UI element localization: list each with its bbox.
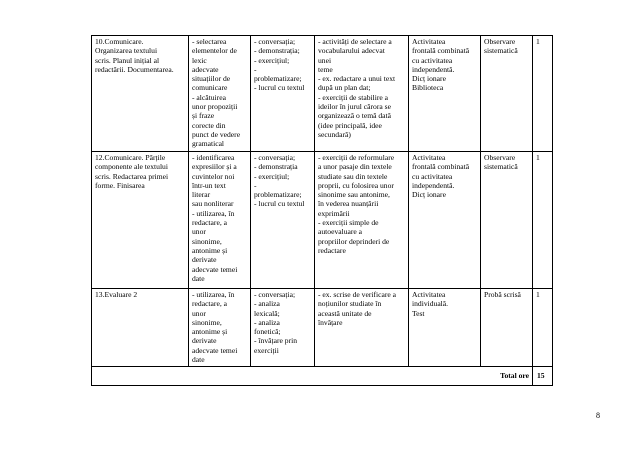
cell-line: lexicală; (254, 308, 280, 318)
cell-line: - exerciții de stabilire a (318, 92, 388, 102)
activities-cell (315, 289, 409, 367)
hours-cell: 1 (533, 152, 553, 289)
cell-line: - conversația; (254, 153, 296, 162)
cell-line: punct de vedere (192, 129, 241, 139)
cell-line: redactare, a (192, 218, 227, 228)
cell-line: sau nonliterar (192, 199, 234, 209)
cell-line: (idee principală, idee (318, 120, 382, 130)
cell-line: unor (192, 308, 206, 318)
cell-line: derivate (192, 336, 217, 346)
cell-line: problematizare; (254, 74, 302, 84)
cell-line: - ex. scrise de verificare a (318, 290, 396, 299)
cell-line: situațiilor de (192, 74, 231, 84)
cell-line: vocabularului adecvat (318, 46, 385, 56)
cell-line: redactare, a (192, 299, 227, 309)
cell-line: - identificarea (192, 153, 235, 162)
cell-line: unor (192, 227, 206, 237)
cell-line: 13.Evaluare 2 (95, 290, 138, 299)
cell-line: - utilizarea, în (192, 290, 235, 299)
methods-cell (251, 289, 315, 367)
cell-line: această unitate de (318, 308, 372, 318)
cell-line: ideilor în jurul cărora se (318, 102, 391, 112)
cell-line: exerciții (254, 345, 279, 355)
cell-line: - lucrul cu textul (254, 83, 305, 93)
cell-line: - utilizarea, în (192, 208, 235, 218)
cell-line: studiate sau din textele (318, 171, 388, 181)
hours-cell: 1 (533, 289, 553, 367)
cell-line: proprii, cu folosirea unor (318, 180, 394, 190)
evaluation-cell (481, 152, 533, 289)
cell-line: redactării. Documentarea. (95, 64, 174, 74)
cell-line: Activitatea (412, 153, 446, 162)
cell-line: 12.Comunicare. Părțile (95, 153, 166, 162)
cell-line: - activități de selectare a (318, 37, 392, 46)
cell-line: frontală combinată (412, 46, 470, 56)
cell-line: date (192, 273, 205, 283)
methods-cell (251, 36, 315, 152)
cell-line: propriilor deprinderi de (318, 236, 390, 246)
cell-line: într-un text (192, 180, 226, 190)
cell-line: scris. Planul inițial al (95, 55, 160, 65)
cell-line: a unor pasaje din textele (318, 162, 392, 172)
cell-line: - demonstrația; (254, 46, 300, 56)
cell-line: în vederea nuanțării (318, 199, 379, 209)
cell-line: Organizarea textului (95, 46, 158, 56)
activities-cell (315, 152, 409, 289)
cell-line: lexic (192, 55, 207, 65)
cell-line: - alcătuirea (192, 92, 226, 102)
organization-cell (409, 289, 481, 367)
cell-line: individuală. (412, 299, 449, 309)
cell-line: - exercițiul; (254, 171, 290, 181)
hours-cell: 1 (533, 36, 553, 152)
cell-line: Observare (484, 37, 516, 46)
cell-line: - (254, 180, 257, 190)
cell-line: fonetică; (254, 327, 281, 337)
cell-line: - analiza (254, 317, 280, 327)
cell-line: autoevaluare a (318, 227, 363, 237)
cell-line: noțiunilor studiate în (318, 299, 382, 309)
objectives-cell (189, 36, 251, 152)
cell-line: - selectarea (192, 37, 227, 46)
cell-line: și fraze (192, 111, 215, 121)
objectives-cell (189, 152, 251, 289)
cell-line: - (254, 64, 257, 74)
total-row (92, 367, 553, 386)
cell-line: - învățare prin (254, 336, 298, 346)
cell-line: sistematică (484, 162, 518, 172)
table-row (92, 152, 553, 289)
cell-line: antonime și (192, 327, 228, 337)
cell-line: - ex. redactare a unui text (318, 74, 396, 84)
cell-line: componente ale textului (95, 162, 168, 172)
cell-line: cu activitatea (412, 55, 453, 65)
cell-line: - conversația; (254, 290, 296, 299)
cell-line: frontală combinată (412, 162, 470, 172)
cell-line: sinonime, (192, 236, 222, 246)
cell-line: derivate (192, 255, 217, 265)
total-value: 15 (533, 367, 553, 386)
cell-line: expresiilor și a (192, 162, 237, 172)
cell-line: date (192, 355, 205, 365)
organization-cell (409, 36, 481, 152)
evaluation-cell (481, 36, 533, 152)
cell-line: adecvate temei (192, 345, 238, 355)
cell-line: Activitatea (412, 290, 446, 299)
cell-line: după un plan dat; (318, 83, 371, 93)
cell-line: independentă. (412, 64, 455, 74)
cell-line: exprimării (318, 208, 350, 218)
cell-line: forme. Finisarea (95, 180, 145, 190)
cell-line: teme (318, 64, 333, 74)
cell-line: sinonime sau antonime, (318, 190, 390, 200)
activities-cell (315, 36, 409, 152)
cell-line: elementelor de (192, 46, 237, 56)
cell-line: Test (412, 308, 425, 318)
cell-line: Dicț ionare (412, 190, 446, 200)
cell-line: cu activitatea (412, 171, 453, 181)
cell-line: - exercițiul; (254, 55, 290, 65)
page-number: 8 (596, 411, 600, 420)
cell-line: problematizare; (254, 190, 302, 200)
unit-cell (92, 289, 189, 367)
cell-line: adecvate (192, 64, 219, 74)
cell-line: sistematică (484, 46, 518, 56)
cell-line: Dicț ionare (412, 74, 446, 84)
cell-line: scris. Redactarea primei (95, 171, 169, 181)
objectives-cell (189, 289, 251, 367)
cell-line: - lucrul cu textul (254, 199, 305, 209)
cell-line: Observare (484, 153, 516, 162)
table-row (92, 36, 553, 152)
evaluation-cell (481, 289, 533, 367)
cell-line: independentă. (412, 180, 455, 190)
organization-cell (409, 152, 481, 289)
cell-line: Probă scrisă (484, 290, 521, 299)
methods-cell (251, 152, 315, 289)
cell-line: redactare (318, 245, 346, 255)
cell-line: gramatical (192, 139, 225, 149)
cell-line: unei (318, 55, 332, 65)
lesson-plan-table (91, 35, 553, 386)
unit-cell (92, 36, 189, 152)
cell-line: cuvintelor noi (192, 171, 235, 181)
cell-line: organizează o temă dată (318, 111, 392, 121)
cell-line: - exerciții simple de (318, 218, 379, 228)
cell-line: Biblioteca (412, 83, 444, 93)
cell-line: comunicare (192, 83, 228, 93)
cell-line: - demonstrația (254, 162, 298, 172)
cell-line: - exerciții de reformulare (318, 153, 395, 162)
cell-line: secundară) (318, 129, 351, 139)
cell-line: învățare (318, 317, 343, 327)
cell-line: sinonime, (192, 317, 222, 327)
cell-line: - conversația; (254, 37, 296, 46)
cell-line: literar (192, 190, 211, 200)
cell-line: adecvate temei (192, 264, 238, 274)
total-label: Total ore (92, 367, 533, 386)
cell-line: antonime și (192, 245, 228, 255)
cell-line: corecte din (192, 120, 226, 130)
table-row (92, 289, 553, 367)
cell-line: Activitatea (412, 37, 446, 46)
cell-line: unor propoziții (192, 102, 238, 112)
cell-line: - analiza (254, 299, 280, 309)
cell-line: 10.Comunicare. (95, 37, 144, 46)
unit-cell (92, 152, 189, 289)
